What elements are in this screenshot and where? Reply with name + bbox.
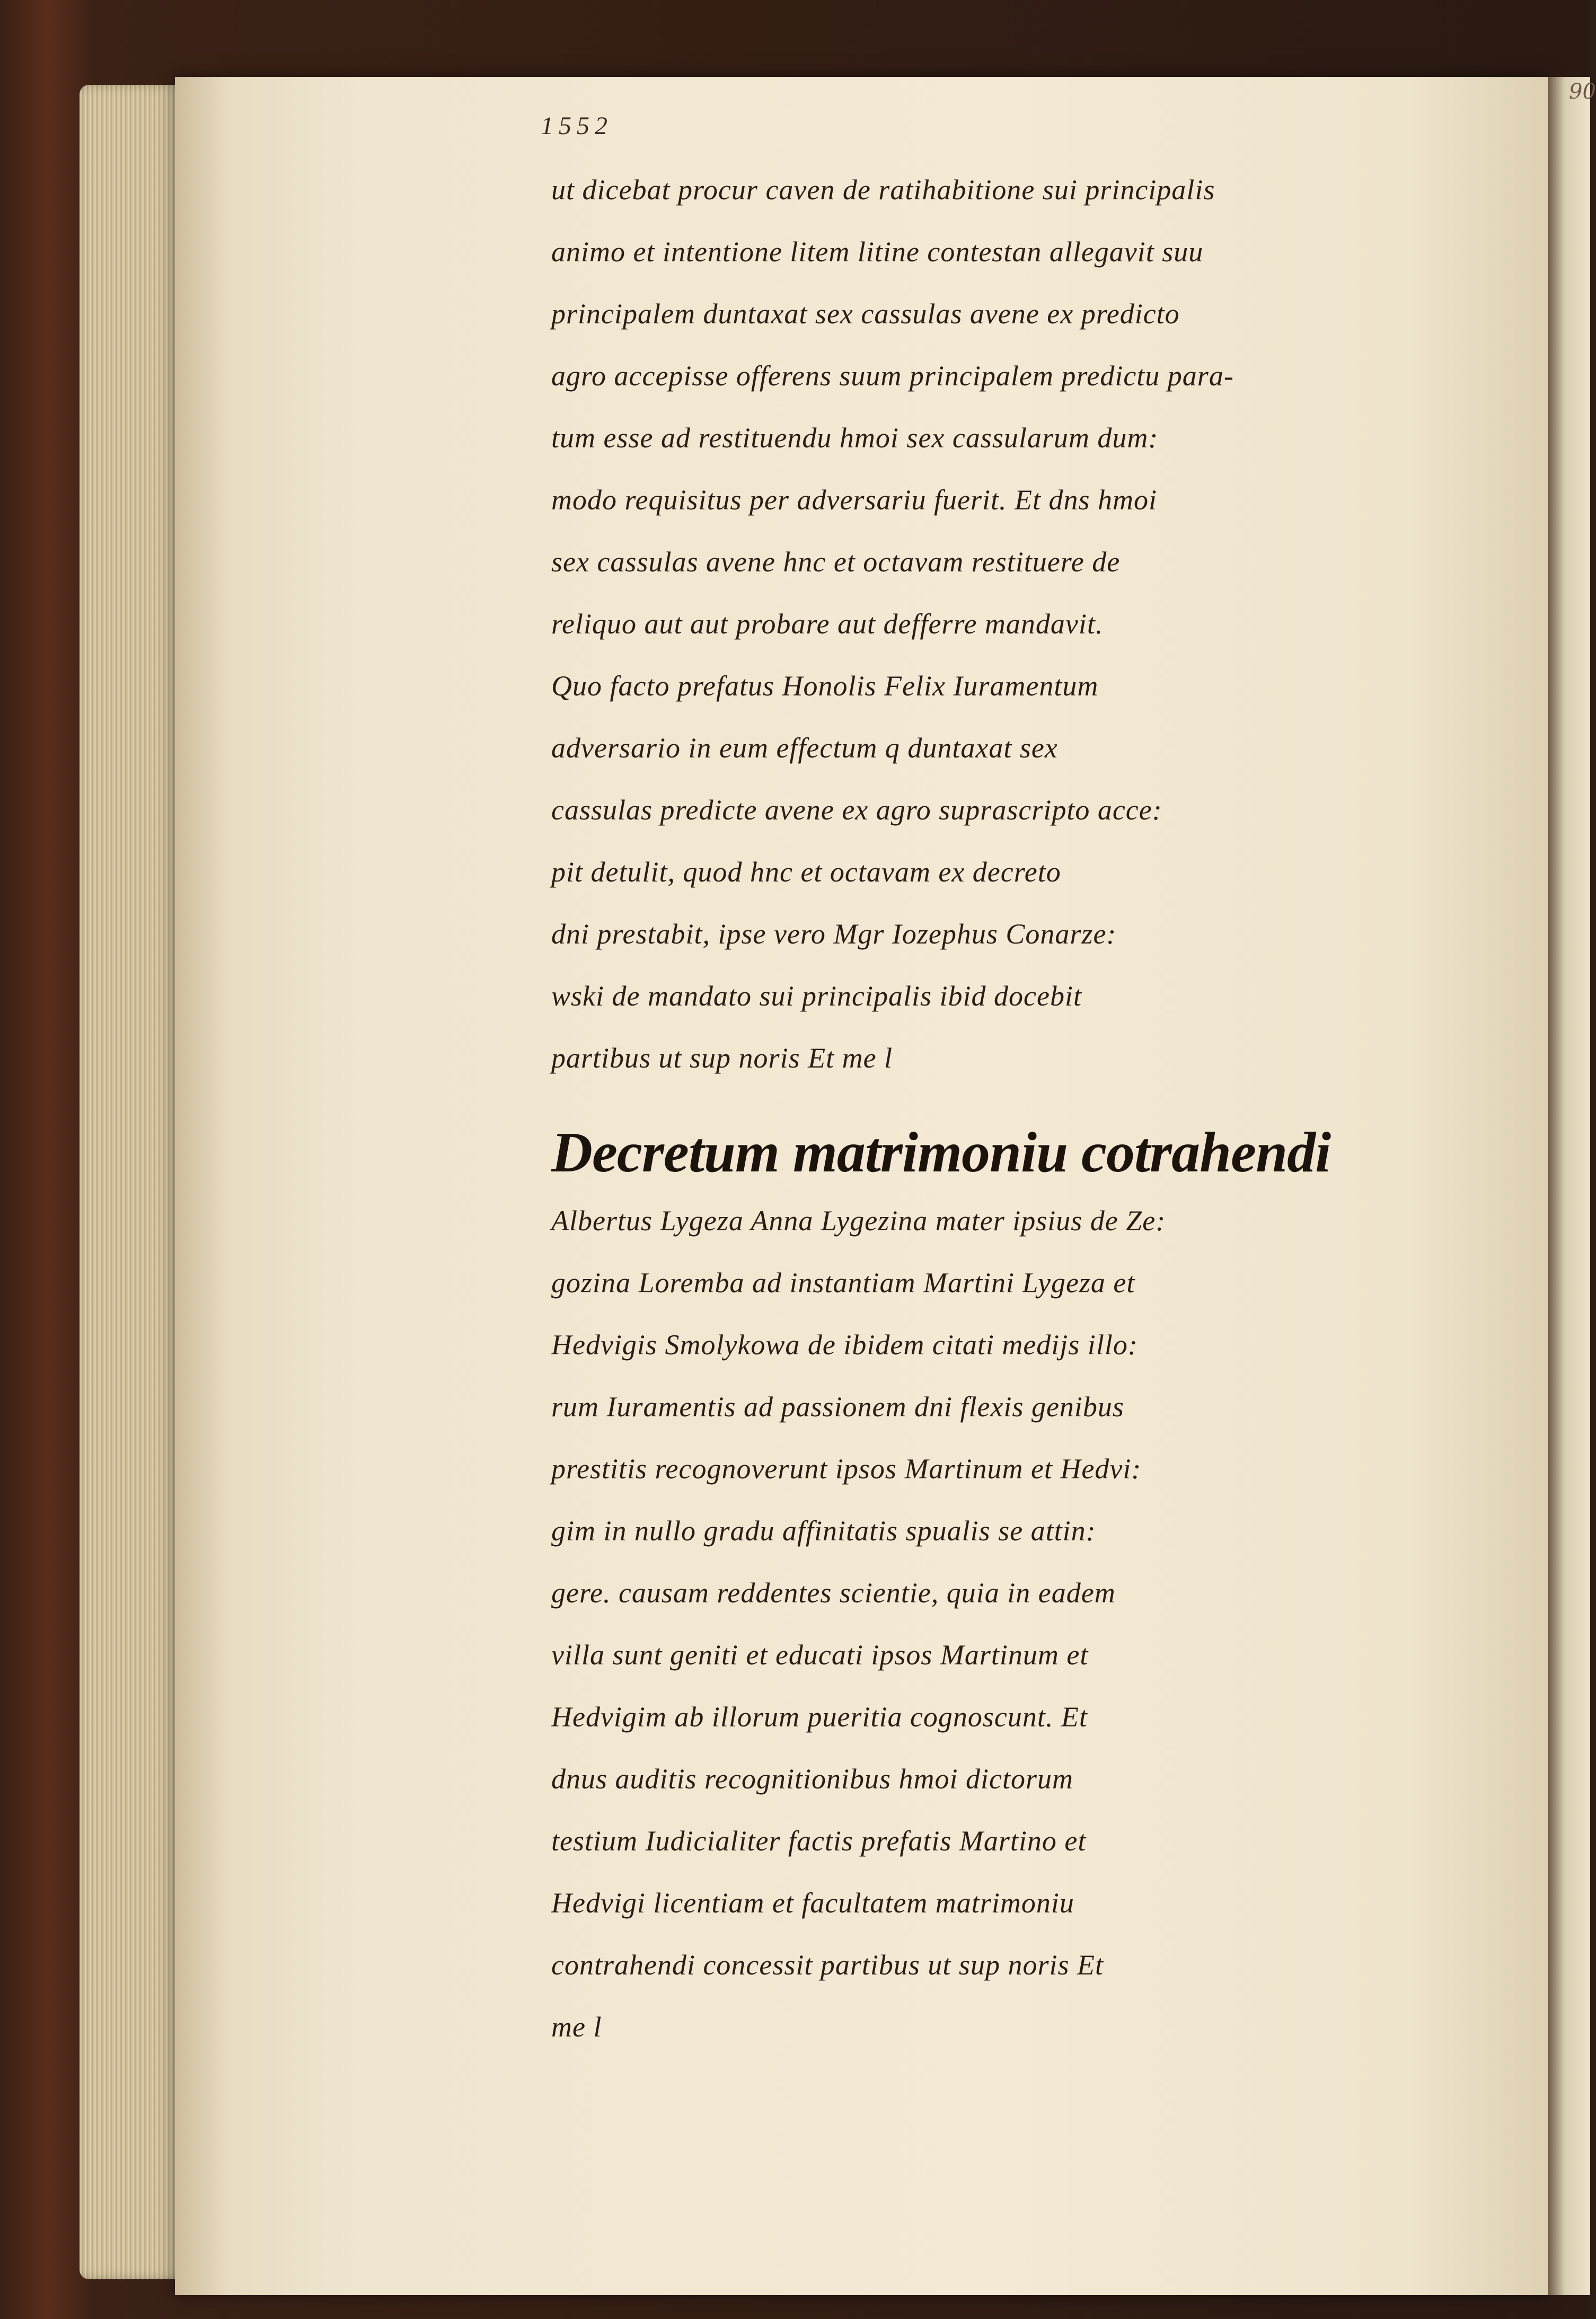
text-line: modo requisitus per adversariu fuerit. Et dns hmoi bbox=[551, 484, 1157, 516]
text-line: cassulas predicte avene ex agro suprascripto acce: bbox=[551, 794, 1162, 826]
text-line: dnus auditis recognitionibus hmoi dictorum bbox=[551, 1763, 1073, 1795]
text-line: gozina Lorembа ad instantiam Martini Lygeza et bbox=[551, 1267, 1135, 1299]
text-line: reliquo aut aut probare aut defferre mandavit. bbox=[551, 608, 1104, 640]
text-line: Hedvigis Smolykowa de ibidem citati medijs illo: bbox=[551, 1329, 1138, 1361]
text-block-1 bbox=[551, 159, 1410, 1089]
text-line: Hedvigim ab illorum pueritia cognoscunt. Et bbox=[551, 1701, 1088, 1733]
page-year: 1552 bbox=[541, 112, 613, 140]
text-line: testium Iudicialiter factis prefatis Martino et bbox=[551, 1825, 1087, 1857]
text-line: sex cassulas avene hnc et octavam restituere de bbox=[551, 546, 1121, 578]
text-block-2 bbox=[551, 1190, 1410, 2058]
text-line: ut dicebat procur caven de ratihabitione sui principalis bbox=[551, 174, 1215, 206]
text-line: pit detulit, quod hnc et octavam ex decreto bbox=[551, 856, 1061, 888]
text-line: me l bbox=[551, 2011, 602, 2043]
text-line: principalem duntaxat sex cassulas avene ex predicto bbox=[551, 298, 1180, 330]
margin-fragment: 90 bbox=[1569, 80, 1596, 104]
manuscript-text bbox=[551, 159, 1410, 2058]
text-line: prestitis recognoverunt ipsos Martinum et Hedvi: bbox=[551, 1453, 1142, 1485]
facing-page-edge bbox=[1548, 77, 1590, 2295]
text-line: contrahendi concessit partibus ut sup noris Et bbox=[551, 1949, 1104, 1981]
text-line: Albertus Lygeza Anna Lygezina mater ipsius de Ze: bbox=[551, 1205, 1166, 1237]
text-line: villa sunt geniti et educati ipsos Martinum et bbox=[551, 1639, 1089, 1671]
section-heading: Decretum matrimoniu cotrahendi bbox=[551, 1121, 1331, 1184]
text-line: dni prestabit, ipse vero Mgr Iozephus Conarze: bbox=[551, 918, 1117, 950]
text-line: gim in nullo gradu affinitatis spualis se attin: bbox=[551, 1515, 1096, 1547]
text-line: gere. causam reddentes scientie, quia in eadem bbox=[551, 1577, 1116, 1609]
text-line: Quo facto prefatus Honolis Felix Iuramentum bbox=[551, 670, 1099, 702]
text-line: animo et intentione litem litine contestan allegavit suu bbox=[551, 236, 1204, 268]
text-line: Hedvigi licentiam et facultatem matrimoniu bbox=[551, 1887, 1074, 1919]
text-line: agro accepisse offerens suum principalem predictu para- bbox=[551, 360, 1234, 392]
text-line: rum Iuramentis ad passionem dni flexis genibus bbox=[551, 1391, 1124, 1423]
text-line: partibus ut sup noris Et me l bbox=[551, 1042, 893, 1074]
text-line: tum esse ad restituendu hmoi sex cassularum dum: bbox=[551, 422, 1159, 454]
text-line: adversario in eum effectum q duntaxat sex bbox=[551, 732, 1058, 764]
text-line: wski de mandato sui principalis ibid docebit bbox=[551, 980, 1082, 1012]
